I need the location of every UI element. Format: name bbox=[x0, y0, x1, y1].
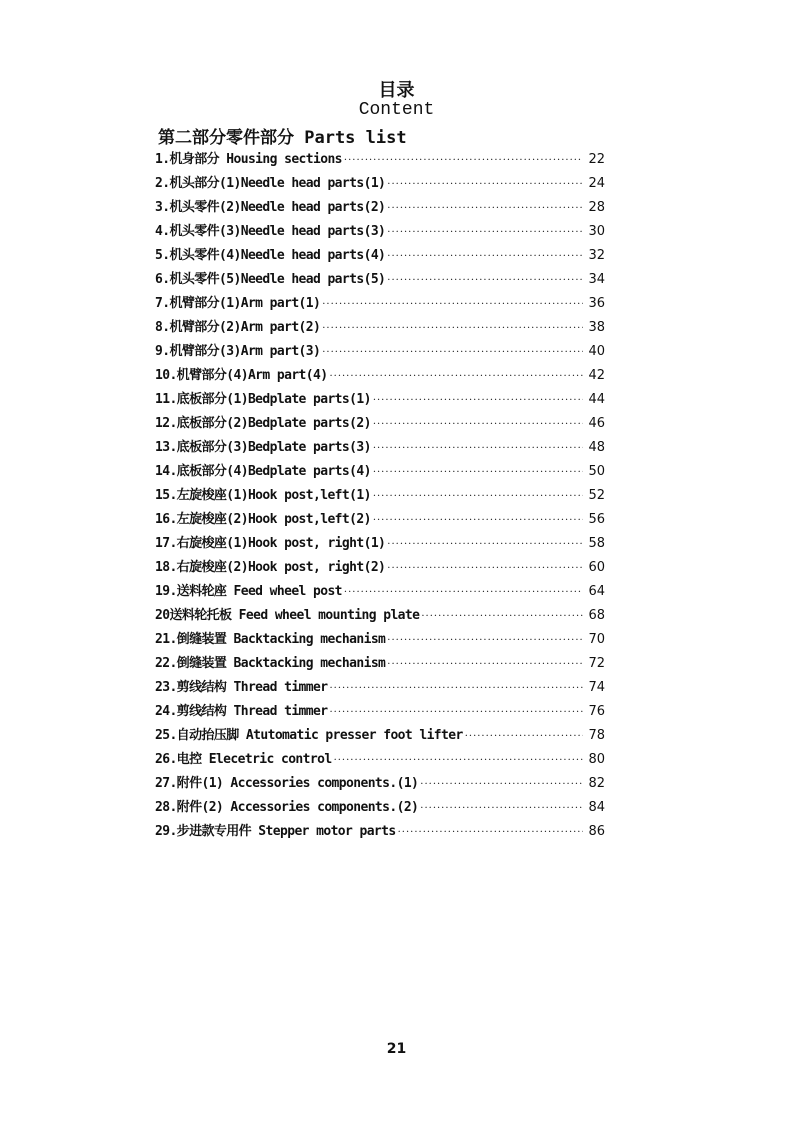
toc-entry[interactable] bbox=[155, 292, 605, 316]
toc-leader-dots bbox=[387, 173, 583, 197]
toc-leader-dots bbox=[387, 245, 583, 269]
toc-entry[interactable] bbox=[155, 748, 605, 772]
toc-entry[interactable] bbox=[155, 340, 605, 364]
toc-entry[interactable] bbox=[155, 388, 605, 412]
toc-entry[interactable] bbox=[155, 244, 605, 268]
toc-entry[interactable] bbox=[155, 724, 605, 748]
toc-entry[interactable] bbox=[155, 436, 605, 460]
toc-entry-page: 24 bbox=[588, 176, 605, 191]
toc-entry-label: 18.右旋梭座(2)Hook post, right(2) bbox=[155, 560, 386, 575]
toc-entry[interactable] bbox=[155, 820, 605, 844]
toc-entry[interactable] bbox=[155, 532, 605, 556]
toc-leader-dots bbox=[387, 629, 583, 653]
toc-entry[interactable] bbox=[155, 700, 605, 724]
toc-entry-label: 6.机头零件(5)Needle head parts(5) bbox=[155, 272, 386, 287]
toc-entry-page: 70 bbox=[588, 632, 605, 647]
toc-entry[interactable] bbox=[155, 508, 605, 532]
toc-entry-page: 32 bbox=[588, 248, 605, 263]
toc-leader-dots bbox=[334, 749, 583, 773]
toc-entry-page: 48 bbox=[588, 440, 605, 455]
toc-leader-dots bbox=[420, 797, 583, 821]
toc-entry-page: 22 bbox=[588, 152, 605, 167]
toc-entry-label: 22.倒缝装置 Backtacking mechanism bbox=[155, 656, 386, 671]
toc-leader-dots bbox=[344, 149, 583, 173]
toc-entry[interactable] bbox=[155, 652, 605, 676]
toc-entry[interactable] bbox=[155, 412, 605, 436]
toc-entry[interactable] bbox=[155, 604, 605, 628]
toc-entry[interactable] bbox=[155, 220, 605, 244]
toc-entry-label: 28.附件(2) Accessories components.(2) bbox=[155, 800, 419, 815]
toc-leader-dots bbox=[387, 533, 583, 557]
toc-entry-label: 13.底板部分(3)Bedplate parts(3) bbox=[155, 440, 371, 455]
toc-entry-label: 20送料轮托板 Feed wheel mounting plate bbox=[155, 608, 420, 623]
toc-entry-page: 56 bbox=[588, 512, 605, 527]
toc-entry-label: 14.底板部分(4)Bedplate parts(4) bbox=[155, 464, 371, 479]
toc-entry[interactable] bbox=[155, 196, 605, 220]
toc-leader-dots bbox=[387, 269, 583, 293]
toc-entry[interactable] bbox=[155, 364, 605, 388]
page-number: 21 bbox=[386, 1041, 407, 1057]
table-of-contents bbox=[155, 148, 605, 844]
toc-entry-page: 30 bbox=[588, 224, 605, 239]
section-heading: 第二部分零件部分 Parts list bbox=[158, 128, 407, 148]
toc-entry[interactable] bbox=[155, 484, 605, 508]
toc-entry[interactable] bbox=[155, 460, 605, 484]
toc-entry-page: 46 bbox=[588, 416, 605, 431]
toc-leader-dots bbox=[387, 557, 583, 581]
toc-entry-page: 80 bbox=[588, 752, 605, 767]
toc-leader-dots bbox=[373, 389, 583, 413]
toc-leader-dots bbox=[465, 725, 583, 749]
toc-entry-label: 12.底板部分(2)Bedplate parts(2) bbox=[155, 416, 371, 431]
toc-entry-page: 50 bbox=[588, 464, 605, 479]
toc-entry[interactable] bbox=[155, 268, 605, 292]
toc-entry[interactable] bbox=[155, 172, 605, 196]
toc-leader-dots bbox=[373, 509, 583, 533]
toc-leader-dots bbox=[322, 341, 583, 365]
toc-entry-label: 10.机臂部分(4)Arm part(4) bbox=[155, 368, 328, 383]
toc-entry-label: 21.倒缝装置 Backtacking mechanism bbox=[155, 632, 386, 647]
toc-leader-dots bbox=[344, 581, 583, 605]
toc-leader-dots bbox=[329, 365, 583, 389]
toc-leader-dots bbox=[398, 821, 583, 845]
toc-entry[interactable] bbox=[155, 796, 605, 820]
toc-entry-page: 74 bbox=[588, 680, 605, 695]
page-title: 目录 bbox=[378, 80, 415, 101]
toc-entry-label: 4.机头零件(3)Needle head parts(3) bbox=[155, 224, 386, 239]
toc-entry-page: 42 bbox=[588, 368, 605, 383]
toc-entry-page: 64 bbox=[588, 584, 605, 599]
toc-entry-page: 40 bbox=[588, 344, 605, 359]
toc-entry-label: 9.机臂部分(3)Arm part(3) bbox=[155, 344, 321, 359]
toc-entry-label: 29.步进款专用件 Stepper motor parts bbox=[155, 824, 396, 839]
toc-entry-page: 86 bbox=[588, 824, 605, 839]
toc-entry-page: 78 bbox=[588, 728, 605, 743]
toc-entry[interactable] bbox=[155, 316, 605, 340]
toc-entry-label: 7.机臂部分(1)Arm part(1) bbox=[155, 296, 321, 311]
toc-leader-dots bbox=[373, 485, 583, 509]
toc-entry-label: 27.附件(1) Accessories components.(1) bbox=[155, 776, 419, 791]
toc-entry-label: 16.左旋梭座(2)Hook post,left(2) bbox=[155, 512, 371, 527]
toc-leader-dots bbox=[387, 197, 583, 221]
toc-entry[interactable] bbox=[155, 628, 605, 652]
toc-entry[interactable] bbox=[155, 556, 605, 580]
toc-entry-page: 28 bbox=[588, 200, 605, 215]
toc-entry-label: 5.机头零件(4)Needle head parts(4) bbox=[155, 248, 386, 263]
toc-leader-dots bbox=[322, 317, 583, 341]
toc-entry-label: 19.送料轮座 Feed wheel post bbox=[155, 584, 342, 599]
toc-entry-label: 1.机身部分 Housing sections bbox=[155, 152, 342, 167]
toc-entry[interactable] bbox=[155, 148, 605, 172]
toc-entry-page: 44 bbox=[588, 392, 605, 407]
toc-entry-page: 36 bbox=[588, 296, 605, 311]
toc-entry-page: 38 bbox=[588, 320, 605, 335]
toc-entry-label: 11.底板部分(1)Bedplate parts(1) bbox=[155, 392, 371, 407]
toc-entry[interactable] bbox=[155, 676, 605, 700]
toc-leader-dots bbox=[329, 701, 583, 725]
toc-leader-dots bbox=[373, 413, 583, 437]
toc-entry-page: 72 bbox=[588, 656, 605, 671]
toc-entry-label: 26.电控 Elecetric control bbox=[155, 752, 332, 767]
toc-entry-page: 58 bbox=[588, 536, 605, 551]
toc-entry-page: 68 bbox=[588, 608, 605, 623]
toc-leader-dots bbox=[420, 773, 583, 797]
toc-entry-page: 34 bbox=[588, 272, 605, 287]
toc-leader-dots bbox=[421, 605, 583, 629]
toc-leader-dots bbox=[329, 677, 583, 701]
toc-entry-label: 8.机臂部分(2)Arm part(2) bbox=[155, 320, 321, 335]
toc-entry-page: 82 bbox=[588, 776, 605, 791]
toc-entry[interactable] bbox=[155, 580, 605, 604]
toc-entry-label: 15.左旋梭座(1)Hook post,left(1) bbox=[155, 488, 371, 503]
toc-entry-label: 23.剪线结构 Thread timmer bbox=[155, 680, 328, 695]
toc-entry-label: 25.自动抬压脚 Atutomatic presser foot lifter bbox=[155, 728, 463, 743]
toc-leader-dots bbox=[387, 221, 583, 245]
toc-entry-label: 17.右旋梭座(1)Hook post, right(1) bbox=[155, 536, 386, 551]
page-subtitle: Content bbox=[358, 100, 435, 120]
toc-leader-dots bbox=[387, 653, 583, 677]
toc-entry-label: 3.机头零件(2)Needle head parts(2) bbox=[155, 200, 386, 215]
toc-entry-page: 60 bbox=[588, 560, 605, 575]
toc-leader-dots bbox=[373, 437, 583, 461]
toc-leader-dots bbox=[373, 461, 583, 485]
toc-entry-page: 52 bbox=[588, 488, 605, 503]
toc-leader-dots bbox=[322, 293, 583, 317]
toc-entry-page: 84 bbox=[588, 800, 605, 815]
toc-entry-label: 24.剪线结构 Thread timmer bbox=[155, 704, 328, 719]
toc-entry-label: 2.机头部分(1)Needle head parts(1) bbox=[155, 176, 386, 191]
toc-entry[interactable] bbox=[155, 772, 605, 796]
toc-entry-page: 76 bbox=[588, 704, 605, 719]
